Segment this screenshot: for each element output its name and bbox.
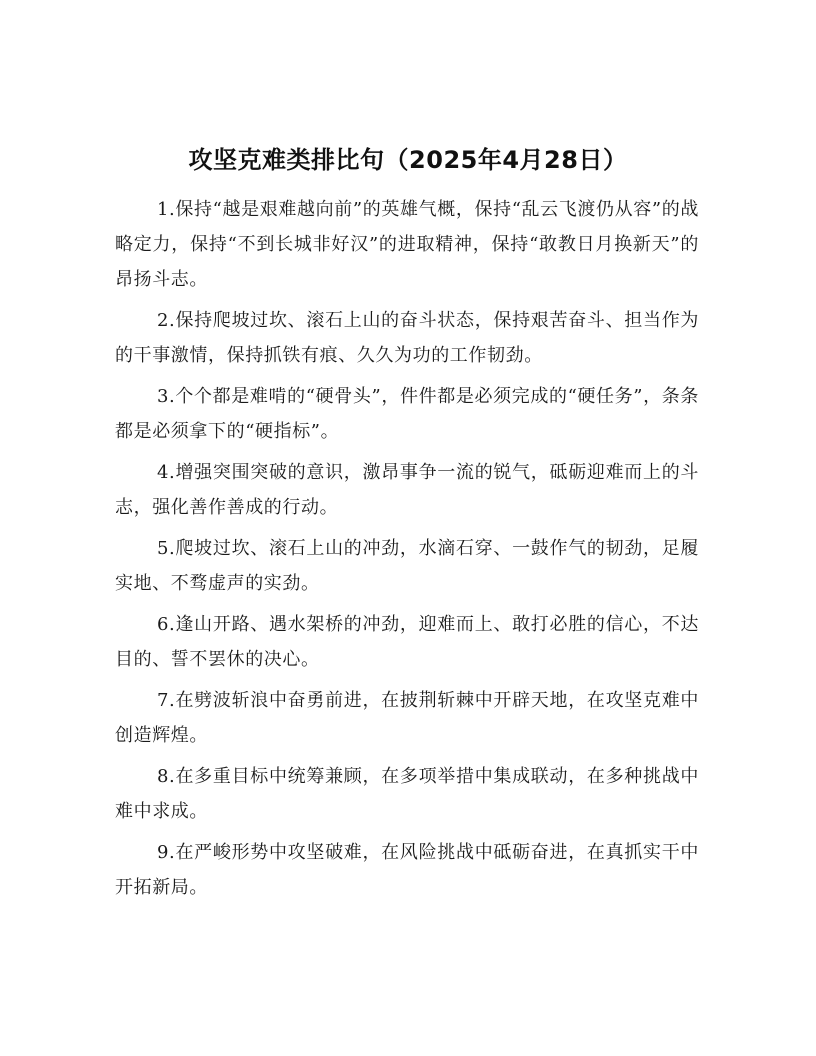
paragraph: 8.在多重目标中统筹兼顾，在多项举措中集成联动，在多种挑战中难中求成。 bbox=[115, 766, 699, 822]
paragraph: 9.在严峻形势中攻坚破难，在风险挑战中砥砺奋进，在真抓实干中开拓新局。 bbox=[115, 842, 699, 898]
paragraph: 1.保持“越是艰难越向前”的英雄气概，保持“乱云飞渡仍从容”的战略定力，保持“不到长城非好汉”的进取精神，保持“敢教日月换新天”的昂扬斗志。 bbox=[115, 199, 699, 290]
paragraph: 6.逢山开路、遇水架桥的冲劲，迎难而上、敢打必胜的信心，不达目的、誓不罢休的决心。 bbox=[115, 614, 699, 670]
document-title: 攻坚克难类排比句（2025年4月28日） bbox=[188, 146, 628, 174]
document-body bbox=[115, 192, 699, 911]
paragraph: 5.爬坡过坎、滚石上山的冲劲，水滴石穿、一鼓作气的韧劲，足履实地、不骛虚声的实劲。 bbox=[115, 538, 699, 594]
paragraph: 3.个个都是难啃的“硬骨头”，件件都是必须完成的“硬任务”，条条都是必须拿下的“硬指标”。 bbox=[115, 386, 699, 442]
paragraph: 7.在劈波斩浪中奋勇前进，在披荆斩棘中开辟天地，在攻坚克难中创造辉煌。 bbox=[115, 690, 699, 746]
paragraph: 2.保持爬坡过坎、滚石上山的奋斗状态，保持艰苦奋斗、担当作为的干事激情，保持抓铁有痕、久久为功的工作韧劲。 bbox=[115, 310, 699, 366]
paragraph: 4.增强突围突破的意识，激昂事争一流的锐气，砥砺迎难而上的斗志，强化善作善成的行动。 bbox=[115, 462, 699, 518]
